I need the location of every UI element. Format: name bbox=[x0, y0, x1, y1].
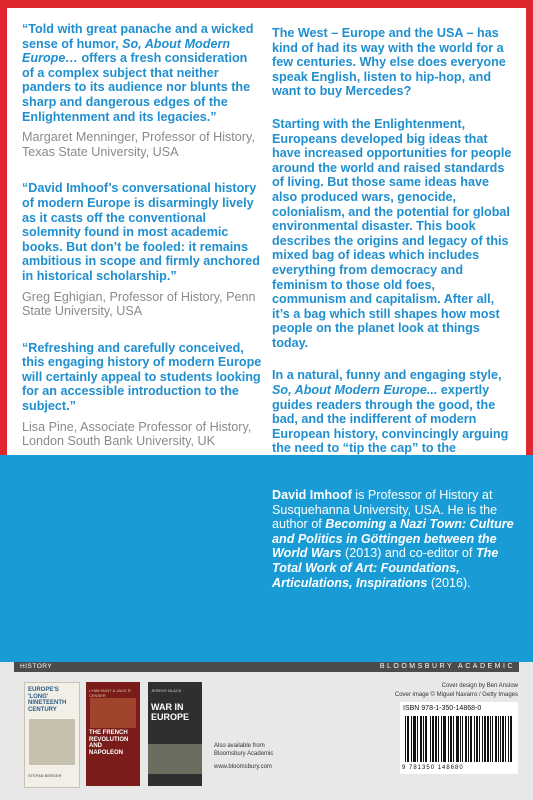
book-cover-image bbox=[148, 744, 202, 774]
barcode-stripe bbox=[448, 716, 449, 762]
barcode-stripe bbox=[474, 716, 475, 762]
barcode-stripe bbox=[430, 716, 431, 762]
barcode-stripe bbox=[508, 716, 509, 762]
book-author: JEREMY BLACK bbox=[151, 688, 182, 693]
barcode-stripe bbox=[482, 716, 483, 762]
isbn-text: ISBN 978-1-350-14868-0 bbox=[403, 705, 482, 712]
barcode-stripe bbox=[496, 716, 497, 762]
barcode-number: 9 781350 148680 bbox=[402, 765, 464, 771]
endorsement-author: Margaret Menninger, Professor of History, Texas State University, USA bbox=[22, 130, 255, 159]
barcode-stripe bbox=[466, 716, 467, 762]
barcode-stripe bbox=[433, 716, 434, 762]
barcode-stripe bbox=[462, 716, 463, 762]
cover-design-credit: Cover design by Ben Anslow bbox=[441, 683, 518, 689]
barcode-stripe bbox=[423, 716, 424, 762]
barcode-stripe bbox=[485, 716, 486, 762]
barcode-stripe bbox=[477, 716, 478, 762]
blurb-column bbox=[272, 26, 512, 503]
barcode-stripe bbox=[505, 716, 506, 762]
barcode-stripe bbox=[479, 716, 480, 762]
barcode-stripe bbox=[453, 716, 454, 762]
barcode-stripe bbox=[417, 716, 418, 762]
barcode-stripe bbox=[488, 716, 489, 762]
barcode-stripe bbox=[503, 716, 504, 762]
endorsement-2 bbox=[22, 181, 262, 318]
related-book-cover-2 bbox=[86, 682, 140, 786]
endorsement-quote: “David Imhoof’s conversational history of modern Europe is disarmingly lively as it casts off the conventional solemnity found in most academic books. But don’t be fooled: it remains ambitious in scope and firmly anchored in historical scholarship.” bbox=[22, 181, 260, 283]
category-label: HISTORY bbox=[20, 663, 53, 670]
barcode-stripe bbox=[441, 716, 442, 762]
barcode-stripe bbox=[498, 716, 499, 762]
book-title: EUROPE'S 'LONG' NINETEENTH CENTURY bbox=[28, 687, 67, 713]
author-bio: David Imhoof is Professor of History at Susquehanna University, USA. He is the author of Becoming a Nazi Town: Culture and Politics in Göttingen between the World Wars (2013) and co-editor of The Total Work of Art: Foundations, Articulations, Inspirations (2016). bbox=[272, 488, 514, 590]
endorsement-quote: “Refreshing and carefully conceived, this engaging history of modern Europe will certainly appeal to students looking for an accessible introduction to the subject.” bbox=[22, 340, 262, 414]
barcode-stripe bbox=[460, 716, 461, 762]
related-book-cover-1 bbox=[24, 682, 80, 788]
book-author: LYNN HUNT & JACK R. CENSER bbox=[89, 688, 132, 698]
also-available-text: Also available from Bloomsbury Academic bbox=[214, 743, 274, 757]
barcode-stripe bbox=[436, 716, 437, 762]
red-left-border bbox=[0, 0, 7, 455]
barcode-stripe bbox=[451, 716, 452, 762]
barcode-stripe bbox=[426, 716, 427, 762]
barcode-stripe bbox=[445, 716, 446, 762]
endorsement-1 bbox=[22, 22, 262, 159]
book-cover-image bbox=[29, 719, 75, 765]
barcode-stripe bbox=[468, 716, 469, 762]
blurb-paragraph-1: The West – Europe and the USA – has kind of had its way with the world for a few centuries. Why else does everyone speak English, listen to hip-hop, and want to buy Mercedes? bbox=[272, 26, 506, 99]
book-title: THE FRENCH REVOLUTION AND NAPOLEON bbox=[89, 730, 129, 756]
endorsements-column bbox=[22, 22, 262, 471]
barcode-stripe bbox=[415, 716, 416, 762]
book-title: WAR IN EUROPE bbox=[151, 702, 190, 722]
website-text: www.bloomsbury.com bbox=[214, 764, 272, 770]
barcode-stripe bbox=[492, 716, 493, 762]
barcode-stripe bbox=[405, 716, 406, 762]
barcode-stripe bbox=[471, 716, 472, 762]
book-author: STEFAN BERGER bbox=[28, 773, 62, 778]
barcode bbox=[405, 716, 513, 762]
publisher-label: BLOOMSBURY ACADEMIC bbox=[379, 663, 515, 670]
endorsement-quote: “Told with great panache and a wicked sense of humor, So, About Modern Europe… offers a fresh consideration of a complex subject that neither panders to its audience nor blunts the sharp and dangerous edges of the Enlightenment and its legacies.” bbox=[22, 22, 254, 124]
red-right-border bbox=[526, 0, 533, 455]
barcode-stripe bbox=[421, 716, 422, 762]
endorsement-3 bbox=[22, 341, 262, 449]
red-top-border bbox=[0, 0, 533, 8]
endorsement-author: Greg Eghigian, Professor of History, Penn State University, USA bbox=[22, 289, 256, 319]
barcode-stripe bbox=[408, 716, 409, 762]
blurb-paragraph-2: Starting with the Enlightenment, Europeans developed big ideas that have increased opportunities for people around the world and raised standards of living. But those same ideas have also produced wars, genocide, colonialism, and the potential for global environmental disaster. This book describes the origins and legacy of this mixed bag of ideas which includes everything from democracy and feminism to those old foes, communism and capitalism. After all, it’s a bag which still shapes how most people on the planet look at things today. bbox=[272, 116, 512, 350]
barcode-stripe bbox=[411, 716, 412, 762]
barcode-stripe bbox=[511, 716, 512, 762]
barcode-stripe bbox=[438, 716, 439, 762]
blurb-paragraph-3: In a natural, funny and engaging style, So, About Modern Europe... expertly guides readers through the good, the bad, and the indifferent of modern European history, convincingly arguing the need to “tip the cap” to the bbox=[272, 368, 509, 456]
barcode-stripe bbox=[500, 716, 501, 762]
endorsement-author: Lisa Pine, Associate Professor of History, London South Bank University, UK bbox=[22, 419, 252, 449]
barcode-stripe bbox=[490, 716, 491, 762]
barcode-stripe bbox=[458, 716, 459, 762]
related-book-cover-3 bbox=[148, 682, 202, 786]
book-cover-image bbox=[90, 698, 136, 728]
cover-image-credit: Cover image © Miguel Navarro / Getty Images bbox=[394, 692, 518, 698]
